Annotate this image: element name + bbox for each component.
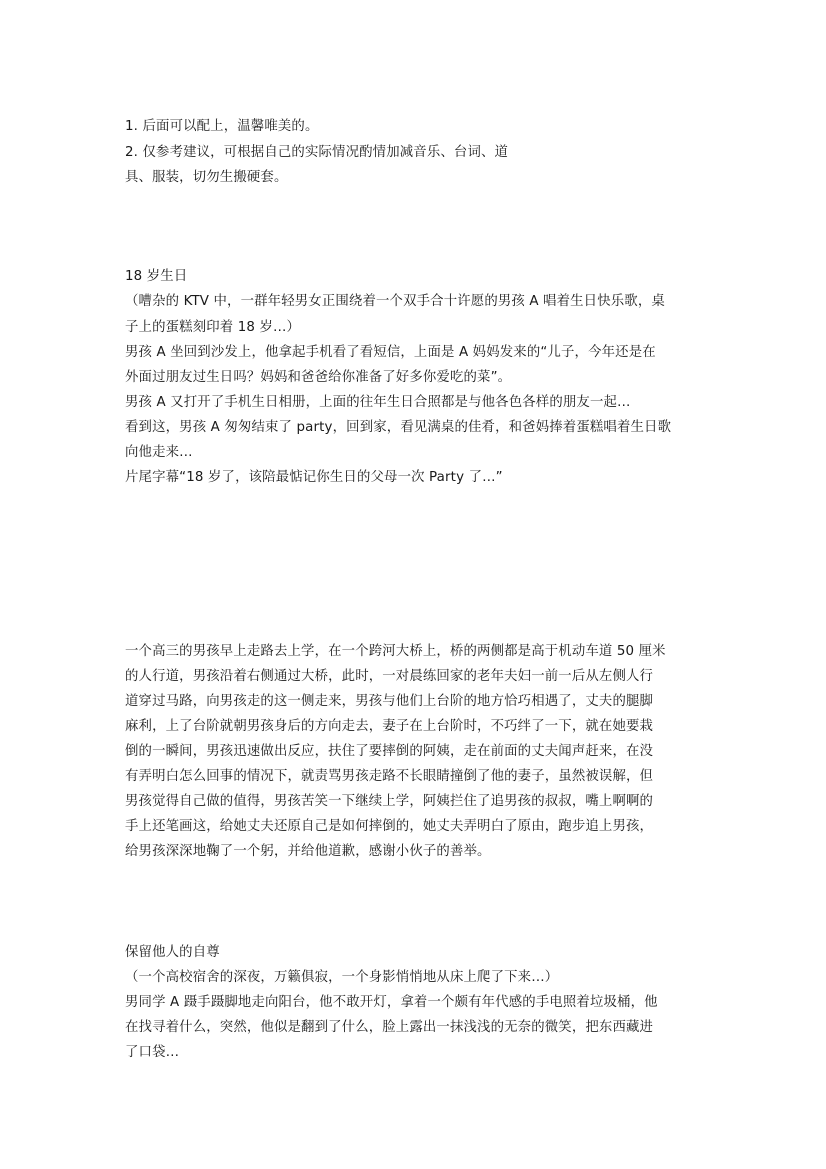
script1-title: 18 岁生日 xyxy=(125,269,188,284)
story-line: 的人行道，男孩沿着右侧通过大桥，此时，一对晨练回家的老年夫妇一前一后从左侧人行 xyxy=(125,669,654,684)
story-line: 一个高三的男孩早上走路去上学，在一个跨河大桥上，桥的两侧都是高于机动车道 50 厘米 xyxy=(125,644,666,659)
script2-line: （一个高校宿舍的深夜，万籁俱寂，一个身影悄悄地从床上爬了下来…） xyxy=(125,970,559,985)
script1-line: 看到这，男孩 A 匆匆结束了 party，回到家，看见满桌的佳肴，和爸妈捧着蛋糕唱着生日歌 xyxy=(125,420,672,435)
note-line-1: 1. 后面可以配上，温馨唯美的。 xyxy=(125,119,319,134)
note-line-2: 2. 仅参考建议，可根据自己的实际情况酌情加减音乐、台词、道 xyxy=(125,145,509,160)
script2-line: 了口袋… xyxy=(125,1045,180,1060)
script2-title: 保留他人的自尊 xyxy=(125,945,220,960)
story-line: 道穿过马路，向男孩走的这一侧走来，男孩与他们上台阶的地方恰巧相遇了，丈夫的腿脚 xyxy=(125,694,654,709)
script1-line: （嘈杂的 KTV 中，一群年轻男女正围绕着一个双手合十许愿的男孩 A 唱着生日快乐歌，桌 xyxy=(125,294,665,309)
script1-line: 向他走来… xyxy=(125,445,193,460)
story-line: 手上还笔画这，给她丈夫还原自己是如何摔倒的，她丈夫弄明白了原由，跑步追上男孩， xyxy=(125,819,654,834)
story-line: 男孩觉得自己做的值得，男孩苦笑一下继续上学，阿姨拦住了追男孩的叔叔，嘴上啊啊的 xyxy=(125,794,654,809)
story-line: 倒的一瞬间，男孩迅速做出反应，扶住了要摔倒的阿姨，走在前面的丈夫闻声赶来，在没 xyxy=(125,744,654,759)
story-line: 给男孩深深地鞠了一个躬，并给他道歉，感谢小伙子的善举。 xyxy=(125,844,491,859)
script1-line: 片尾字幕“18 岁了，该陪最惦记你生日的父母一次 Party 了…” xyxy=(125,470,503,485)
script1-line: 男孩 A 又打开了手机生日相册，上面的往年生日合照都是与他各色各样的朋友一起… xyxy=(125,395,631,410)
story-line: 有弄明白怎么回事的情况下，就责骂男孩走路不长眼睛撞倒了他的妻子，虽然被误解，但 xyxy=(125,769,654,784)
script1-line: 男孩 A 坐回到沙发上，他拿起手机看了看短信，上面是 A 妈妈发来的“儿子，今年还是在 xyxy=(125,345,656,360)
note-line-3: 具、服装，切勿生搬硬套。 xyxy=(125,170,288,185)
script1-line: 外面过朋友过生日吗？妈妈和爸爸给你准备了好多你爱吃的菜”。 xyxy=(125,370,512,385)
script2-line: 男同学 A 蹑手蹑脚地走向阳台，他不敢开灯，拿着一个颇有年代感的手电照着垃圾桶，他 xyxy=(125,995,658,1010)
story-line: 麻利，上了台阶就朝男孩身后的方向走去，妻子在上台阶时，不巧绊了一下，就在她要栽 xyxy=(125,719,654,734)
script1-line: 子上的蛋糕刻印着 18 岁…） xyxy=(125,320,301,335)
script2-line: 在找寻着什么，突然，他似是翻到了什么，脸上露出一抹浅浅的无奈的微笑，把东西藏进 xyxy=(125,1020,654,1035)
